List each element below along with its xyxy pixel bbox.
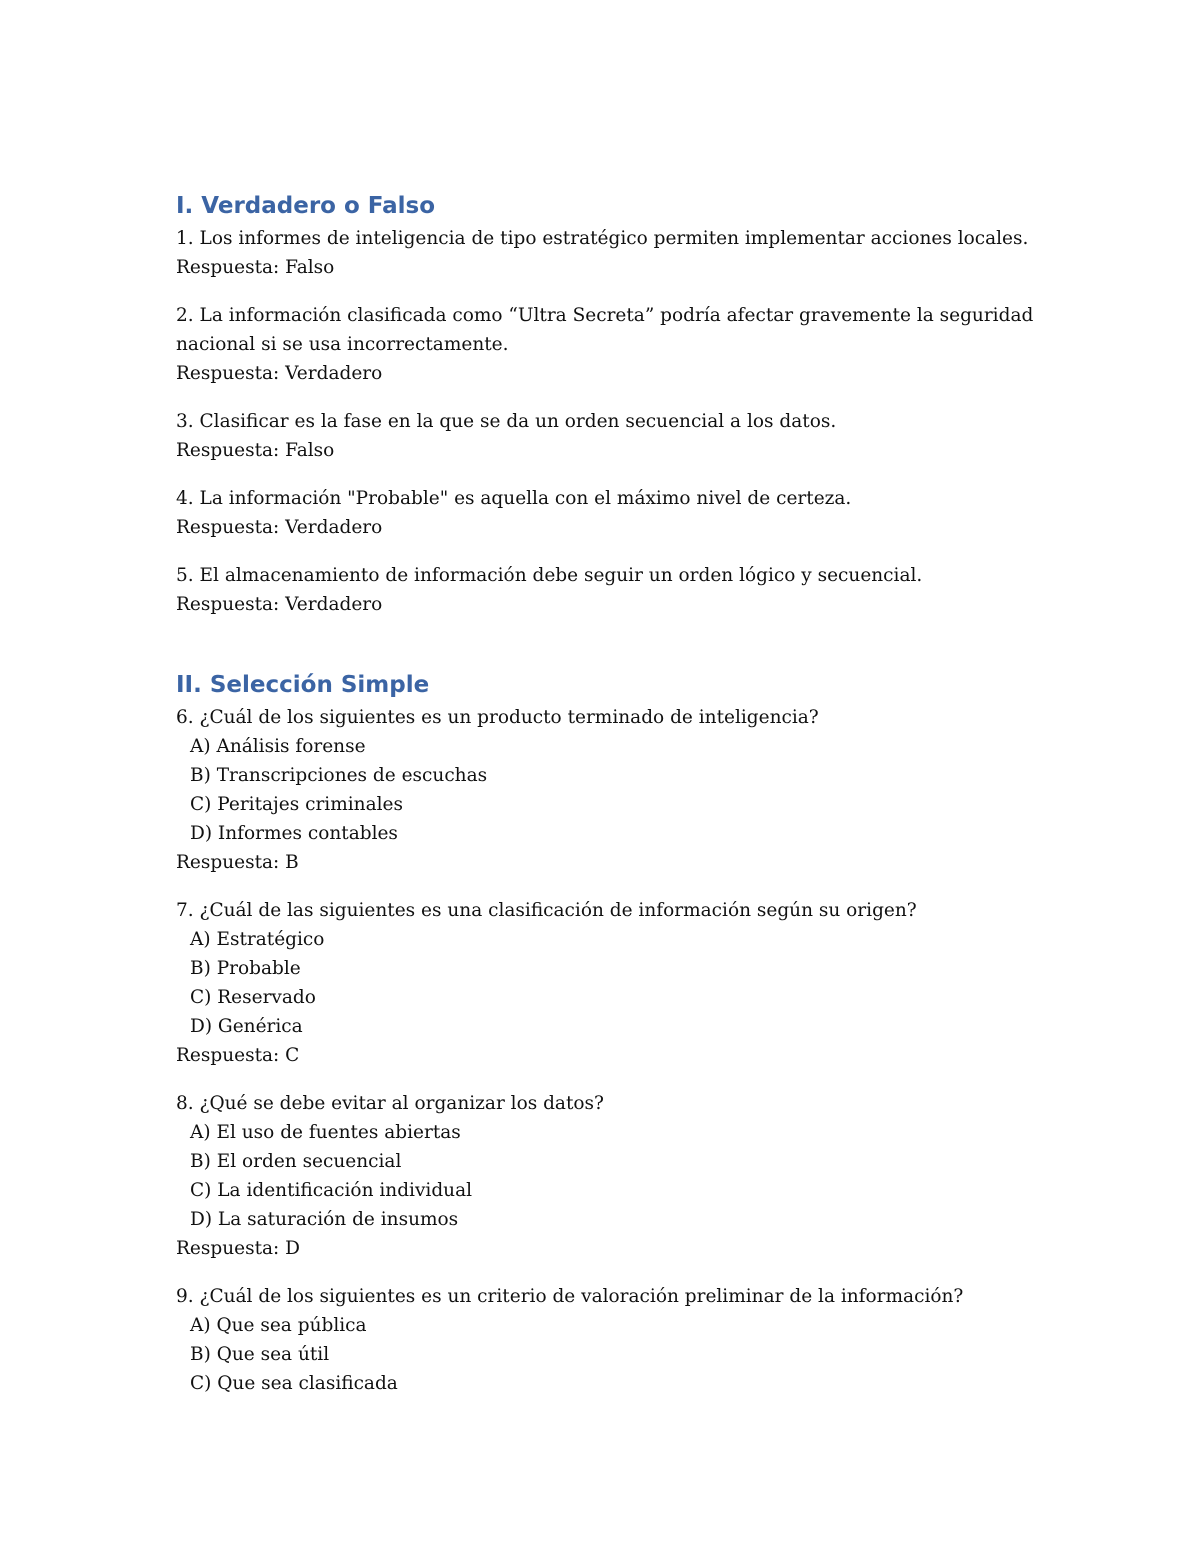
answer-text: Respuesta: Falso — [176, 440, 335, 461]
option-c: C) Reservado — [190, 987, 316, 1008]
option-b: B) Transcripciones de escuchas — [190, 765, 488, 786]
option-a: A) El uso de fuentes abiertas — [190, 1122, 461, 1143]
answer-text: Respuesta: Verdadero — [176, 517, 383, 538]
section-heading-verdadero-falso: I. Verdadero o Falso — [176, 193, 436, 219]
question-text: 8. ¿Qué se debe evitar al organizar los datos? — [176, 1093, 604, 1114]
question-item — [176, 1282, 1056, 1398]
answer-text: Respuesta: Verdadero — [176, 594, 383, 615]
option-c: C) Peritajes criminales — [190, 794, 403, 815]
question-text: 9. ¿Cuál de los siguientes es un criterio de valoración preliminar de la información? — [176, 1286, 964, 1307]
option-a: A) Que sea pública — [190, 1315, 367, 1336]
question-item — [176, 301, 1056, 388]
document-body — [176, 190, 1056, 1417]
option-b: B) Que sea útil — [190, 1344, 330, 1365]
question-item — [176, 407, 1056, 465]
answer-text: Respuesta: D — [176, 1238, 300, 1259]
question-text: 6. ¿Cuál de los siguientes es un producto terminado de inteligencia? — [176, 707, 819, 728]
question-text: 2. La información clasificada como “Ultra Secreta” podría afectar gravemente la seguridad — [176, 305, 1034, 326]
question-item — [176, 896, 1056, 1070]
option-d: D) Informes contables — [190, 823, 398, 844]
option-c: C) La identificación individual — [190, 1180, 473, 1201]
question-text: 1. Los informes de inteligencia de tipo estratégico permiten implementar acciones locales. — [176, 228, 1029, 249]
answer-text: Respuesta: B — [176, 852, 299, 873]
question-text: 4. La información "Probable" es aquella con el máximo nivel de certeza. — [176, 488, 852, 509]
option-a: A) Análisis forense — [190, 736, 366, 757]
question-text: 3. Clasificar es la fase en la que se da un orden secuencial a los datos. — [176, 411, 837, 432]
option-b: B) Probable — [190, 958, 301, 979]
question-item — [176, 561, 1056, 619]
question-text-continued: nacional si se usa incorrectamente. — [176, 334, 509, 355]
question-item — [176, 703, 1056, 877]
answer-text: Respuesta: Falso — [176, 257, 335, 278]
question-text: 7. ¿Cuál de las siguientes es una clasificación de información según su origen? — [176, 900, 917, 921]
option-c: C) Que sea clasificada — [190, 1373, 398, 1394]
section-heading-seleccion-simple: II. Selección Simple — [176, 672, 430, 698]
question-text: 5. El almacenamiento de información debe seguir un orden lógico y secuencial. — [176, 565, 923, 586]
answer-text: Respuesta: C — [176, 1045, 300, 1066]
question-item — [176, 1089, 1056, 1263]
question-item — [176, 484, 1056, 542]
option-a: A) Estratégico — [190, 929, 325, 950]
question-item — [176, 224, 1056, 282]
option-d: D) Genérica — [190, 1016, 303, 1037]
answer-text: Respuesta: Verdadero — [176, 363, 383, 384]
option-b: B) El orden secuencial — [190, 1151, 402, 1172]
option-d: D) La saturación de insumos — [190, 1209, 459, 1230]
